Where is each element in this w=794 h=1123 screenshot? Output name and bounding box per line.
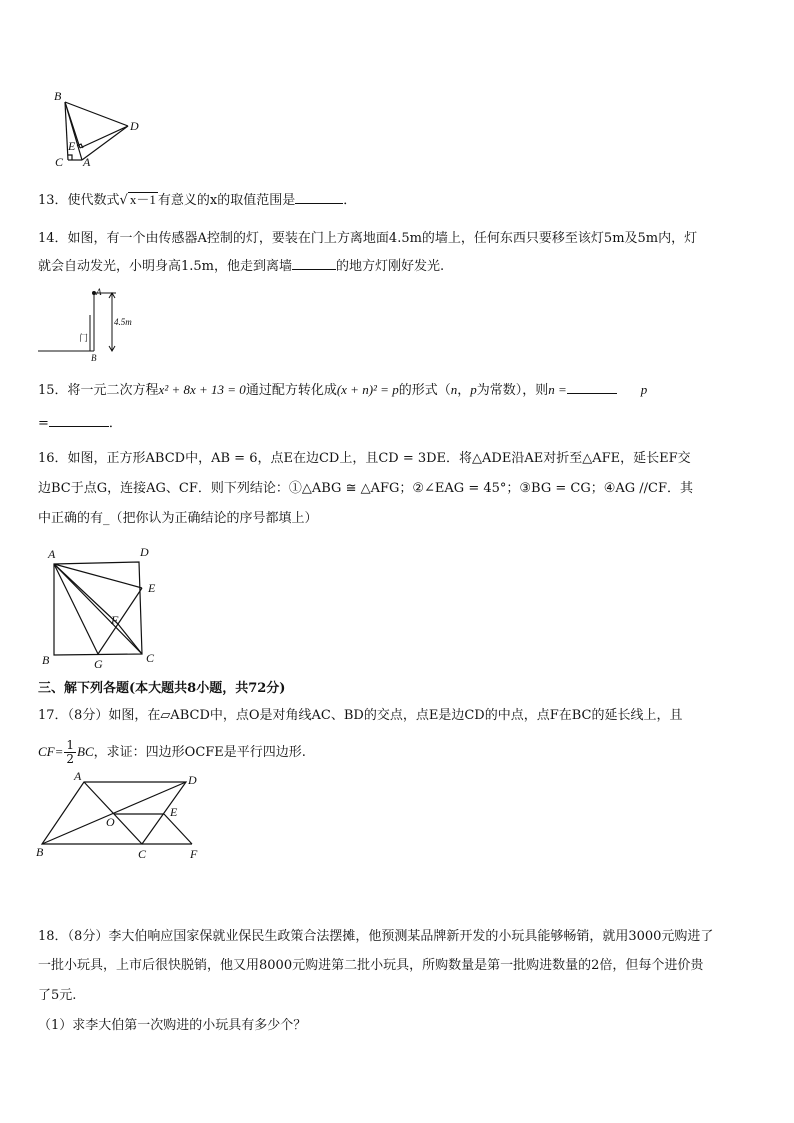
label-e: E — [148, 581, 156, 595]
label-a: A — [48, 547, 56, 561]
question-16-line-1: 16．如图，正方形ABCD中，AB = 6，点E在边CD上，且CD = 3DE．将△ADE沿AE对折至△AFE，延长EF交 — [38, 451, 691, 466]
label-c: C — [138, 847, 147, 861]
segment-bd — [65, 102, 128, 126]
right-angle-c — [68, 155, 72, 160]
question-17-line-1: 17．（8分）如图，在▱ABCD中，点O是对角线AC、BD的交点，点E是边CD的中点，点F在BC的延长线上，且 — [38, 708, 683, 723]
label-d: D — [130, 119, 139, 133]
door-label: 门 — [79, 333, 89, 343]
question-18-sub-1: （1）求李大伯第一次购进的小玩具有多少个？ — [38, 1018, 307, 1033]
answer-blank-n[interactable] — [567, 381, 617, 394]
question-17-line-2: CF= $\frac{1}{2}$ BC，求证：四边形OCFE是平行四边形. — [38, 738, 306, 766]
figure-q17 — [34, 770, 214, 862]
label-b: B — [42, 653, 50, 667]
label-a: A — [96, 287, 102, 297]
figure-q12 — [50, 86, 150, 170]
question-18-line-2: 一批小玩具，上市后很快脱销，他又用8000元购进第二批小玩具，所购数量是第一批购进数量的2倍，但每个进价贵 — [38, 958, 704, 973]
label-f: F — [111, 613, 119, 627]
label-o: O — [106, 815, 115, 829]
label-a: A — [74, 770, 82, 783]
label-f: F — [190, 847, 198, 861]
figure-q16 — [38, 542, 168, 674]
label-b: B — [54, 89, 62, 103]
label-e: E — [170, 805, 178, 819]
question-18-line-3: 了5元. — [38, 988, 77, 1003]
answer-blank-p[interactable] — [49, 414, 109, 427]
label-d: D — [140, 545, 149, 559]
answer-blank[interactable] — [292, 257, 336, 270]
radicand: x－1 — [129, 192, 156, 207]
question-16-line-2: 边BC于点G，连接AG、CF．则下列结论：①△ABG ≅ △AFG；②∠EAG = 45°；③BG = CG；④AG //CF．其 — [38, 481, 693, 496]
segment-ed — [80, 126, 128, 148]
figure-q14 — [36, 285, 136, 365]
segment-ac — [54, 564, 142, 654]
question-15-line-2: = ． — [38, 416, 122, 431]
label-e: E — [68, 139, 76, 153]
label-b: B — [91, 353, 97, 363]
label-b: B — [36, 845, 44, 859]
question-18-line-1: 18．（8分）李大伯响应国家保就业保民生政策合法摆摊，他预测某品牌新开发的小玩具能够畅销，就用3000元购进了 — [38, 929, 714, 944]
question-16-line-3: 中正确的有_（把你认为正确结论的序号都填上） — [38, 511, 318, 526]
question-14-line-2: 就会自动发光，小明身高1.5m，他走到离墙 的地方灯刚好发光. — [38, 259, 445, 274]
answer-blank[interactable] — [295, 191, 343, 204]
question-13: 13．使代数式√ x－1 有意义的x的取值范围是 ． — [38, 192, 357, 208]
segment-cf — [118, 624, 142, 654]
section-3-heading: 三、解下列各题(本大题共8小题，共72分) — [38, 681, 286, 696]
fraction-one-half: $\frac{1}{2}$ — [66, 738, 75, 766]
label-c: C — [146, 651, 155, 665]
label-c: C — [55, 155, 64, 169]
segment-ag — [54, 564, 98, 654]
segment-ef — [164, 814, 192, 844]
question-15-line-1: 15．将一元二次方程x² + 8x + 13 = 0通过配方转化成(x + n)² = p的形式（n，p为常数），则n = p — [38, 382, 648, 398]
label-a: A — [83, 155, 91, 169]
height-label: 4.5m — [114, 317, 132, 327]
question-14-line-1: 14．如图，有一个由传感器A控制的灯，要装在门上方离地面4.5m的墙上，任何东西只要移至该灯5m及5m内，灯 — [38, 231, 698, 246]
segment-eg — [98, 588, 142, 654]
label-d: D — [188, 773, 197, 787]
label-g: G — [94, 657, 103, 671]
